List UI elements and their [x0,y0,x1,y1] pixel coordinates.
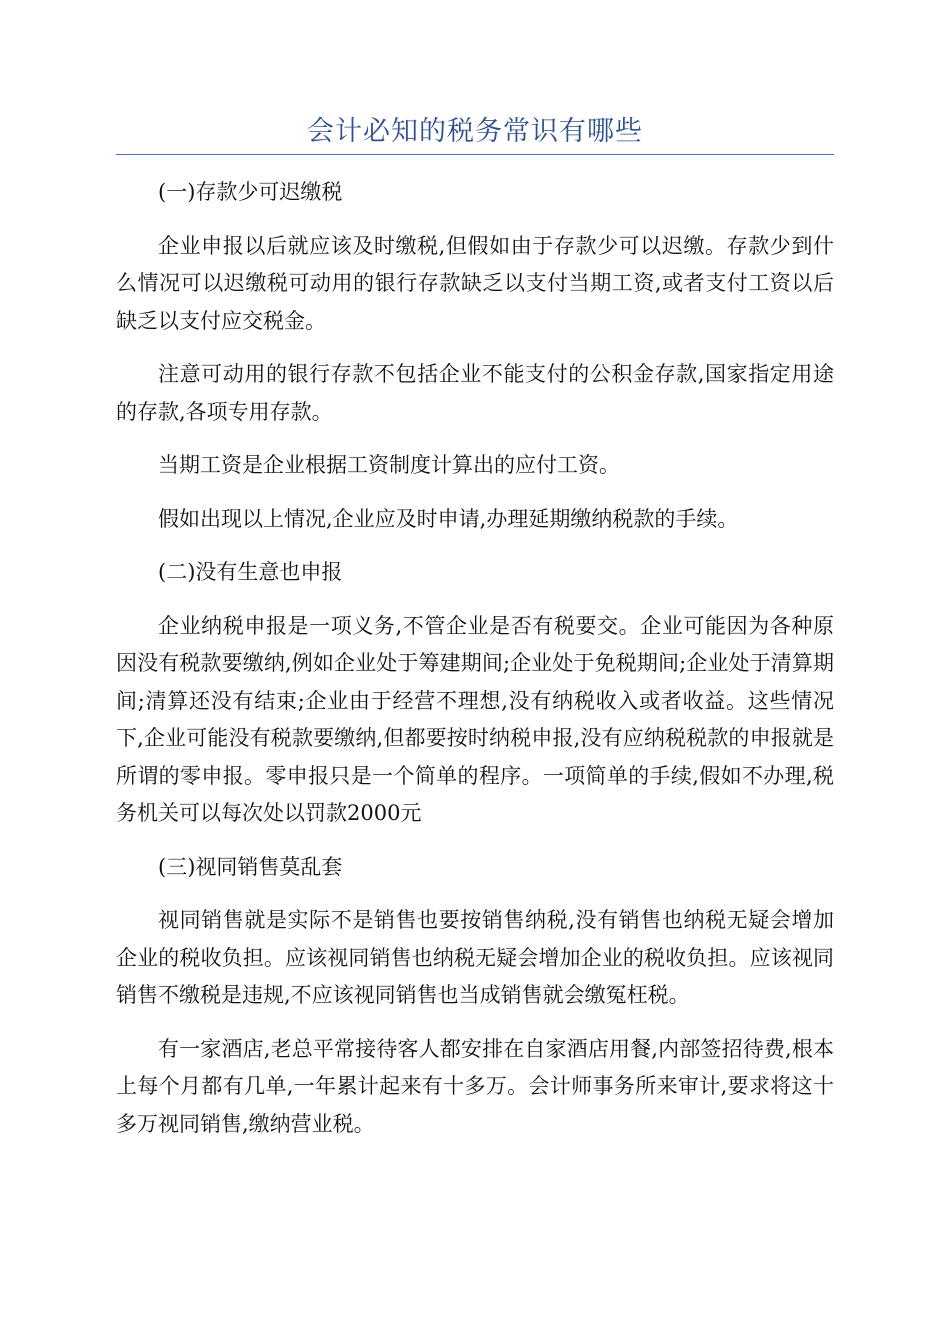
title-underline [116,154,834,155]
section-heading-3: (三)视同销售莫乱套 [158,854,343,879]
section-heading-2: (二)没有生意也申报 [158,560,343,584]
paragraph: 视同销售就是实际不是销售也要按销售纳税,没有销售也纳税无疑会增加企业的税收负担。应该视同销售也纳税无疑会增加企业的税收负担。应该视同销售不缴税是违规,不应该视同销售也当成销售就会缴冤枉税。 [116,908,834,1007]
paragraph: 当期工资是企业根据工资制度计算出的应付工资。 [158,453,620,477]
paragraph: 有一家酒店,老总平常接待客人都安排在自家酒店用餐,内部签招待费,根本上每个月都有几单,一年累计起来有十多万。会计师事务所来审计,要求将这十多万视同销售,缴纳营业税。 [116,1036,834,1136]
document-body [116,174,834,1159]
document-title: 会计必知的税务常识有哪些 [307,116,643,147]
paragraph: 假如出现以上情况,企业应及时申请,办理延期缴纳税款的手续。 [158,506,739,531]
section-heading-1: (一)存款少可迟缴税 [158,180,343,204]
paragraph: 企业申报以后就应该及时缴税,但假如由于存款少可以迟缴。存款少到什么情况可以迟缴税可动用的银行存款缺乏以支付当期工资,或者支付工资以后缺乏以支付应交税金。 [116,233,834,333]
paragraph: 注意可动用的银行存款不包括企业不能支付的公积金存款,国家指定用途的存款,各项专用存款。 [116,362,834,424]
paragraph: 企业纳税申报是一项义务,不管企业是否有税要交。企业可能因为各种原因没有税款要缴纳,例如企业处于筹建期间;企业处于免税期间;企业处于清算期间;清算还没有结束;企业由于经营不理想,没有纳税收入或者收益。这些情况下,企业可能没有税款要缴纳,但都要按时纳税申报,没有应纳税税款的申报就是所谓的零申报。零申报只是一个简单的程序。一项简单的手续,假如不办理,税务机关可以每次处以罚款2000元 [116,613,834,825]
